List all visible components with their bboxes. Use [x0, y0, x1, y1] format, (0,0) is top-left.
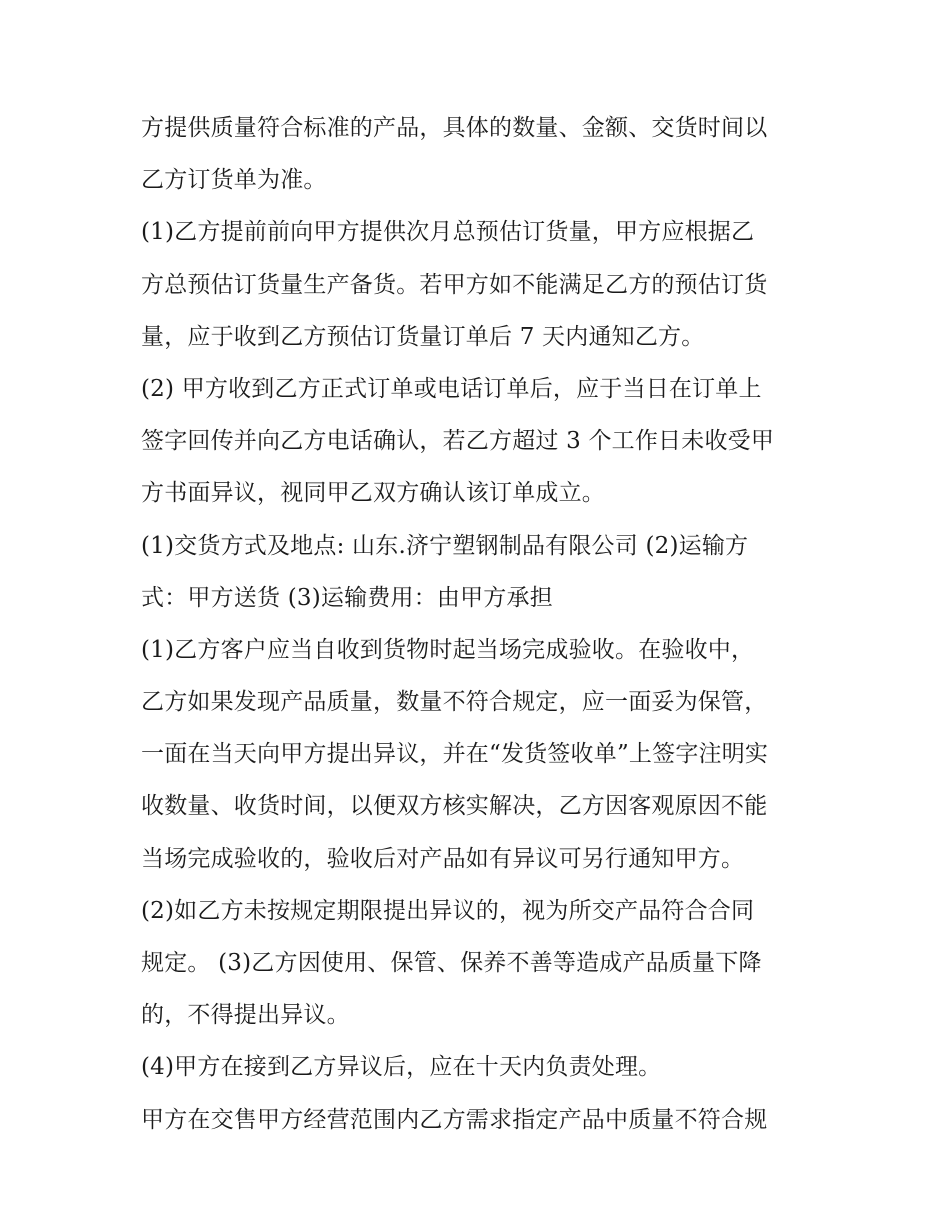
text-line: 一面在当天向甲方提出异议，并在“发货签收单”上签字注明实 [141, 741, 769, 768]
text-line: (2) 甲方收到乙方正式订单或电话订单后，应于当日在订单上 [141, 375, 762, 402]
text-line: (1)乙方客户应当自收到货物时起当场完成验收。在验收中， [141, 636, 755, 663]
text-line: 甲方在交售甲方经营范围内乙方需求指定产品中质量不符合规 [141, 1106, 768, 1133]
text-line: 方提供质量符合标准的产品，具体的数量、金额、交货时间以 [141, 115, 768, 141]
text-line: (1)交货方式及地点: 山东.济宁塑钢制品有限公司 (2)运输方 [141, 532, 749, 559]
text-line: 量，应于收到乙方预估订货量订单后 7 天内通知乙方。 [141, 323, 705, 350]
text-line: 式：甲方送货 (3)运输费用：由甲方承担 [141, 584, 553, 611]
text-line: 规定。 (3)乙方因使用、保管、保养不善等造成产品质量下降 [141, 950, 762, 976]
text-line: 的，不得提出异议。 [141, 1002, 350, 1029]
text-line: 方书面异议，视同甲乙双方确认该订单成立。 [141, 480, 605, 507]
text-line: 乙方订货单为准。 [141, 167, 327, 194]
text-line: 方总预估订货量生产备货。若甲方如不能满足乙方的预估订货 [141, 271, 768, 298]
text-line: 乙方如果发现产品质量，数量不符合规定，应一面妥为保管， [141, 689, 768, 716]
text-line: 收数量、收货时间，以便双方核实解决，乙方因客观原因不能 [141, 793, 768, 820]
text-line: (1)乙方提前前向甲方提供次月总预估订货量，甲方应根据乙 [141, 219, 755, 246]
document-body [141, 102, 821, 1146]
text-line: (2)如乙方未按规定期限提出异议的，视为所交产品符合合同 [141, 897, 755, 924]
text-line: 签字回传并向乙方电话确认，若乙方超过 3 个工作日未收受甲 [141, 428, 775, 455]
text-line: (4)甲方在接到乙方异议后，应在十天内负责处理。 [141, 1054, 662, 1081]
text-line: 当场完成验收的，验收后对产品如有异议可另行通知甲方。 [141, 845, 745, 872]
